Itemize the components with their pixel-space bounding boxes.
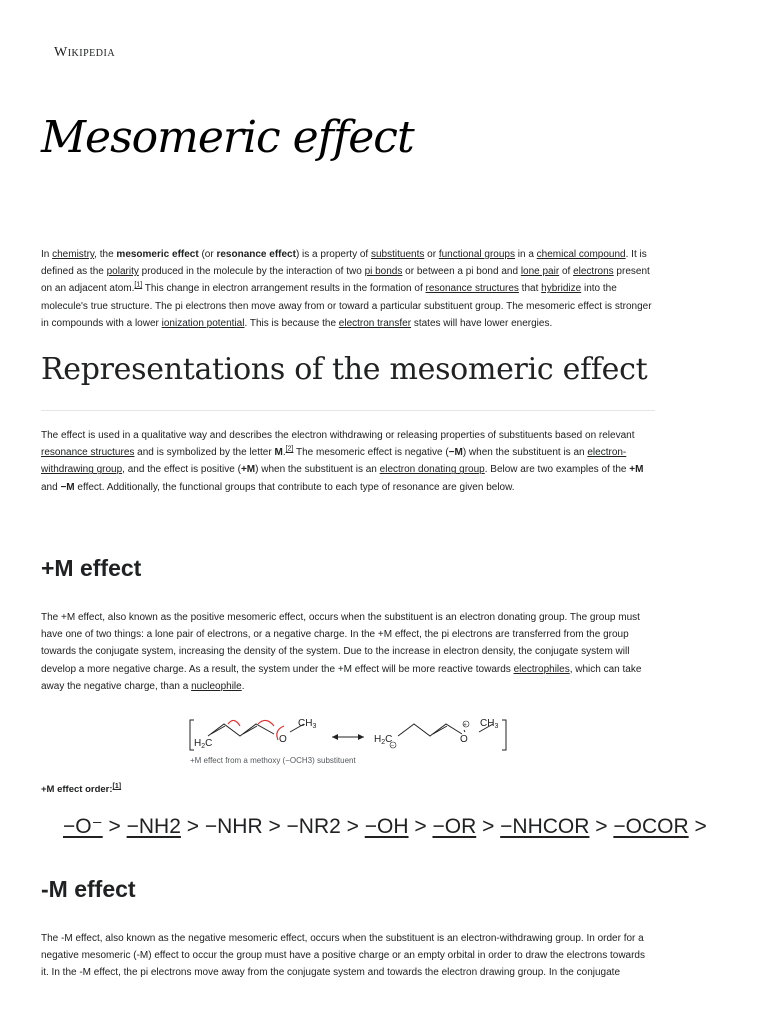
svg-text:H2C: $H_2C$ xyxy=(194,738,213,750)
order-item[interactable]: −OH xyxy=(364,815,409,838)
link-electron-withdrawing-group[interactable]: electron-withdrawing group xyxy=(41,447,627,476)
svg-text:CH3: $CH_3$ xyxy=(298,718,317,730)
link-electrophiles[interactable]: electrophiles xyxy=(513,663,570,675)
section-heading-representations: Representations of the mesomeric effect xyxy=(41,352,648,387)
link-electrons[interactable]: electrons xyxy=(573,266,614,278)
svg-text:CH3: $CH_3$ xyxy=(480,718,499,730)
figure-caption: +M effect from a methoxy (−OCH3) substituent xyxy=(190,756,356,765)
reference-order[interactable]: [1] xyxy=(112,782,122,790)
link-electron-donating-group[interactable]: electron donating group xyxy=(379,464,485,476)
order-item: −NR2 xyxy=(286,815,341,838)
link-polarity[interactable]: polarity xyxy=(106,266,139,278)
order-item[interactable]: −OCOR xyxy=(613,815,689,838)
intro-paragraph: In chemistry, the mesomeric effect (or resonance effect) is a property of substituents or functional groups in a chemical compound. It is defined as the polarity produced in the molecule by the interaction of two pi bonds or between a pi bond and lone pair of electrons present on an adjacent atom.[1] This change in electron arrangement results in the formation of resonance structures that hybridize into the molecule's true structure. The pi electrons then move away from or toward a particular substituent group. The mesomeric effect is stronger in compounds with a lower ionization potential. This is because the electron transfer states will have lower energies. xyxy=(41,249,652,329)
svg-text:+: + xyxy=(463,722,467,729)
plus-m-paragraph: The +M effect, also known as the positive mesomeric effect, occurs when the substituent is an electron donating group. The group must have one of two things: a lone pair of electrons, or a negative charge. In the +M effect, the pi electrons are transferred from the group towards the conjugate system, increasing the density of the system. Due to the increase in electron density, the conjugate system will develop a more negative charge. As a result, the system under the +M effect will be more reactive towards electrophiles, which can take away the negative charge, than a nucleophile. xyxy=(41,612,642,692)
link-nucleophile[interactable]: nucleophile xyxy=(191,680,242,692)
svg-text:H2C: $H_2C$ xyxy=(374,734,393,746)
reference-2[interactable]: [2] xyxy=(285,445,294,453)
order-item[interactable]: −O⁻ xyxy=(63,815,103,838)
heading-divider xyxy=(41,410,655,411)
link-substituents[interactable]: substituents xyxy=(370,249,425,260)
link-electron-transfer[interactable]: electron transfer xyxy=(338,317,412,329)
section-heading-minus-m: -M effect xyxy=(41,876,136,902)
link-functional-groups[interactable]: functional groups xyxy=(438,249,515,260)
plus-m-order-formula: −O⁻ > −NH2 > −NHR > −NR2 > −OH > −OR > −NHCOR > −OCOR > xyxy=(63,815,707,838)
order-item[interactable]: −OR xyxy=(432,815,477,838)
svg-text:−: − xyxy=(390,743,395,750)
page-title: Mesomeric effect xyxy=(41,112,414,163)
minus-m-paragraph: The -M effect, also known as the negative mesomeric effect, occurs when the substituent is an electron-withdrawing group. In order for a negative mesomeric (-M) effect to occur the group must have a positive charge or an empty orbital in order to draw the electrons towards it. In the -M effect, the pi electrons move away from the conjugate system and towards the electron drawing group. In the conjugate xyxy=(41,933,645,979)
svg-text:O: O xyxy=(279,734,287,745)
svg-text:O: O xyxy=(460,734,468,745)
link-chemistry[interactable]: chemistry xyxy=(52,249,95,260)
representations-paragraph: The effect is used in a qualitative way and describes the electron withdrawing or releasing properties of substituents based on relevant resonance structures and is symbolized by the letter M.[2] The mesomeric effect is negative (−M) when the substituent is an electron-withdrawing group, and the effect is positive (+M) when the substituent is an electron donating group. Below are two examples of the +M and −M effect. Additionally, the functional groups that contribute to each type of resonance are given below. xyxy=(41,430,644,493)
plus-m-order-label: +M effect order:[1] xyxy=(41,782,122,795)
order-item[interactable]: −NH2 xyxy=(126,815,181,838)
wikipedia-logo[interactable] xyxy=(54,45,115,61)
link-resonance-structures-2[interactable]: resonance structures xyxy=(41,447,135,459)
link-ionization-potential[interactable]: ionization potential xyxy=(161,317,245,329)
section-heading-plus-m: +M effect xyxy=(41,555,142,581)
link-chemical-compound[interactable]: chemical compound xyxy=(536,249,626,260)
order-item: −NHR xyxy=(204,815,263,838)
reference-1[interactable]: [1] xyxy=(134,282,143,290)
order-item[interactable]: −NHCOR xyxy=(500,815,590,838)
link-lone-pair[interactable]: lone pair xyxy=(520,266,560,278)
link-hybridize[interactable]: hybridize xyxy=(541,283,582,295)
logo-text: Wikipedia xyxy=(54,45,116,60)
link-pi-bonds[interactable]: pi bonds xyxy=(364,266,403,278)
link-resonance-structures[interactable]: resonance structures xyxy=(425,283,519,295)
